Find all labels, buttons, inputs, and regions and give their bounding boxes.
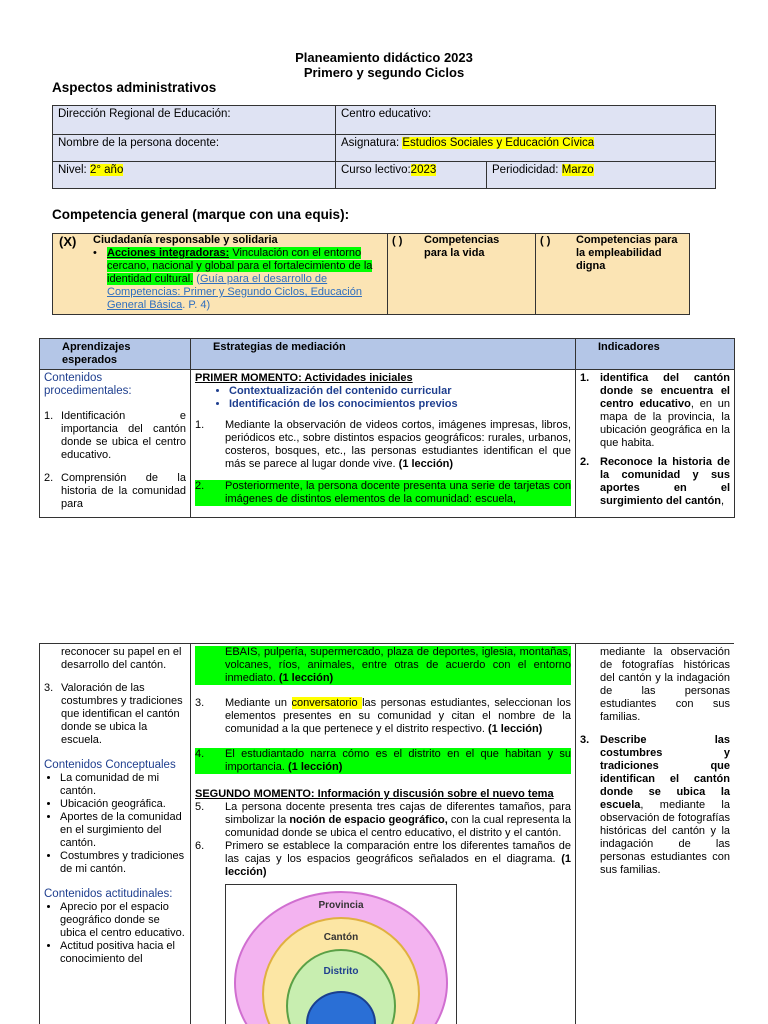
- header-indicadores: Indicadores: [576, 339, 735, 370]
- step-pre: La persona docente presenta tres cajas de diferentes tamaños, para simbolizar la: [225, 801, 571, 826]
- indicator-number: 1.: [580, 372, 590, 384]
- periodicidad-cell: [487, 162, 716, 189]
- estrategias-cell-1: [191, 370, 576, 518]
- list-item: [44, 682, 186, 747]
- indicator-rest: , mediante la observación de fotografías históricas del cantón y la indagación de las personas estudiantes con sus familias.: [600, 799, 730, 876]
- indicator-bold: Reconoce la historia de la comunidad y sus aportes en el surgimiento del cantón: [600, 456, 730, 507]
- list-item: • Aprecio por el espacio geográfico donde se ubica el centro educativo.: [60, 901, 186, 940]
- step-text: [225, 646, 571, 685]
- acciones-label: Acciones integradoras:: [107, 247, 230, 259]
- provincia-label: Provincia: [318, 900, 364, 911]
- curso-value: 2023: [410, 164, 437, 176]
- espacio-geografico-diagram: [225, 884, 457, 1024]
- acciones-text: Vinculación con el entorno cercano, nacional y global para el fortalecimiento de la identidad cultural.: [107, 247, 373, 285]
- step-text: [225, 801, 571, 840]
- indicator-bold: identifica del cantón donde se encuentra el centro educativo: [600, 372, 730, 410]
- item-text: Comprensión de la historia de la comunidad para: [61, 472, 186, 510]
- step-pre: Mediante un: [225, 697, 292, 709]
- item-number: 1.: [44, 410, 54, 422]
- step-number: 4.: [195, 748, 205, 760]
- indicadores-cell-2: [576, 644, 735, 1024]
- segundo-momento: SEGUNDO MOMENTO: Información y discusión sobre el nuevo tema: [195, 788, 554, 800]
- curso-cell: [336, 162, 487, 189]
- competencia-1-mark[interactable]: (X): [59, 234, 77, 249]
- nivel-value: 2° año: [89, 164, 124, 176]
- step-2: [195, 480, 571, 506]
- list-item: • Ubicación geográfica.: [60, 798, 186, 811]
- step-text: [225, 840, 571, 879]
- step-number: 6.: [195, 840, 205, 852]
- nivel-cell: [53, 162, 336, 189]
- indicator-2: [580, 456, 730, 508]
- docente-label: Nombre de la persona docente: [58, 137, 216, 149]
- list-item: • Costumbres y tradiciones de mi cantón.: [60, 850, 186, 876]
- competencia-1-body: [93, 247, 381, 312]
- step-number: 1.: [195, 419, 205, 431]
- list-item: • Actitud positiva hacia el conocimiento del: [60, 940, 186, 966]
- asignatura-label: Asignatura:: [341, 137, 400, 149]
- item-text: Valoración de las costumbres y tradiciones que identifican el cantón donde se ubica la escuela.: [61, 682, 183, 746]
- header-estrategias: Estrategias de mediación: [191, 339, 576, 370]
- nivel-label: Nivel:: [58, 164, 87, 176]
- periodicidad-label: Periodicidad:: [492, 164, 559, 176]
- conceptuales-heading: Contenidos Conceptuales: [44, 759, 176, 771]
- distrito-label: Distrito: [323, 966, 359, 977]
- mediation-table-page-1: [39, 338, 735, 518]
- bullet-item: • Identificación de los conocimientos previos: [229, 398, 571, 411]
- step-body: Mediante la observación de videos cortos, imágenes impresas, libros, periódicos etc., sobre distintos espacios geográficos: rurales, urbanos, costeros, bosques, etc., las personas estudiantes identifican el que más se parece al lugar donde vive.: [225, 419, 571, 470]
- curso-label: Curso lectivo:: [341, 164, 411, 176]
- page-subtitle: Primero y segundo Ciclos: [303, 65, 465, 80]
- step-number: 5.: [195, 801, 205, 813]
- competencia-3-mark[interactable]: ( ): [540, 235, 551, 247]
- item-number: 3.: [44, 682, 54, 694]
- conceptuales-list: [44, 772, 186, 876]
- estrategias-cell-2: [191, 644, 576, 1024]
- step-body: El estudiantado narra cómo es el distrito en el que habitan y su importancia.: [225, 748, 571, 773]
- aprendizajes-cell-1: [40, 370, 191, 518]
- continued-text: mediante la observación de fotografías históricas del cantón y la indagación de las personas estudiantes con sus familias.: [600, 646, 730, 723]
- docente-cell: [53, 135, 336, 162]
- list-item: • Aportes de la comunidad en el surgimiento del cantón.: [60, 811, 186, 850]
- competencia-2: [387, 234, 536, 314]
- actitudinales-heading: Contenidos actitudinales:: [44, 888, 173, 900]
- competencia-2-title: Competencias para la vida: [424, 234, 500, 259]
- acciones-paren: (: [193, 273, 200, 285]
- canton-label: Cantón: [323, 932, 359, 943]
- lesson-count: (1 lección): [225, 853, 571, 878]
- guia-link[interactable]: Guía para el desarrollo de Competencias: Primer y Segundo Ciclos, Educación General Básica: [107, 273, 362, 311]
- centro-label: Centro educativo:: [341, 108, 432, 120]
- admin-section-title: Aspectos administrativos: [52, 80, 217, 95]
- indicadores-cell-1: [576, 370, 735, 518]
- list-item: • La comunidad de mi cantón.: [60, 772, 186, 798]
- step-3: [195, 697, 571, 736]
- step-text: Posteriormente, la persona docente presenta una serie de tarjetas con imágenes de distintos elementos de la comunidad: escuela,: [225, 480, 571, 505]
- indicator-rest: , en un mapa de la provincia, la ubicación geográfica en la que habita.: [600, 398, 731, 449]
- docente-colon: :: [215, 137, 220, 149]
- item-number: 2.: [44, 472, 54, 484]
- page-title: Planeamiento didáctico 2023: [295, 50, 473, 65]
- header-aprendizajes: Aprendizajes esperados: [40, 339, 191, 370]
- indicator-rest: ,: [721, 495, 725, 507]
- item-text: Identificación e importancia del cantón donde se ubica el centro educativo.: [61, 410, 186, 461]
- lesson-count: (1 lección): [278, 672, 334, 684]
- indicator-text: [600, 372, 730, 450]
- step-body: Primero se establece la comparación entre los diferentes tamaños de las cajas y los espacios geográficos señalados en el diagrama.: [225, 840, 571, 865]
- step-text: [225, 697, 571, 736]
- indicator-number: 2.: [580, 456, 590, 468]
- competencia-3: [535, 234, 689, 314]
- direccion-cell: [53, 106, 336, 135]
- list-item: [44, 410, 186, 462]
- competencia-1: [53, 234, 388, 314]
- aprendizajes-cell-2: [40, 644, 191, 1024]
- lesson-count: (1 lección): [398, 458, 454, 470]
- bullet-dot: •: [93, 247, 97, 259]
- lesson-count: (1 lección): [487, 723, 543, 735]
- step-number: 2.: [195, 480, 205, 492]
- indicator-bold: Describe las costumbres y tradiciones que identifican el cantón donde se ubica la escuela: [600, 734, 730, 811]
- continued-text: reconocer su papel en el desarrollo del cantón.: [61, 646, 182, 671]
- indicator-1: [580, 372, 730, 450]
- step-number: 3.: [195, 697, 205, 709]
- step-highlight: conversatorio: [291, 697, 363, 709]
- asignatura-value: Estudios Sociales y Educación Cívica: [402, 137, 595, 149]
- guia-page: . P. 4): [182, 299, 211, 311]
- periodicidad-value: Marzo: [561, 164, 594, 176]
- procedimentales-heading: Contenidos procedimentales:: [44, 372, 132, 397]
- step-1: [195, 419, 571, 471]
- step-2-continued: [195, 646, 571, 685]
- indicator-number: 3.: [580, 734, 590, 746]
- page-2-clip: [39, 643, 734, 1024]
- primer-momento: PRIMER MOMENTO: Actividades iniciales: [195, 372, 413, 384]
- admin-table: [52, 105, 716, 189]
- actitudinales-list: [44, 901, 186, 966]
- centro-cell: [336, 106, 716, 135]
- direccion-colon: :: [227, 108, 231, 120]
- competencia-3-title: Competencias para la empleabilidad digna: [576, 234, 678, 272]
- step-4: [195, 748, 571, 774]
- competencia-box: [52, 233, 690, 315]
- direccion-label: Dirección Regional de Educación: [58, 108, 228, 120]
- momento-bullets: [195, 385, 571, 411]
- indicator-text: [600, 456, 730, 508]
- step-bold: noción de espacio geográfico,: [289, 814, 448, 826]
- asignatura-cell: [336, 135, 716, 162]
- step-text: [225, 748, 571, 774]
- step-text: [225, 419, 571, 471]
- list-item: [44, 472, 186, 511]
- bullet-item: • Contextualización del contenido curricular: [229, 385, 571, 398]
- competencia-1-title: Ciudadanía responsable y solidaria: [93, 234, 278, 246]
- indicator-3: [580, 734, 730, 877]
- competencia-2-mark[interactable]: ( ): [392, 235, 403, 247]
- step-body: con la cual representa la comunidad donde se ubica el centro educativo, el distrito y el cantón.: [225, 814, 571, 839]
- competencia-section-title: Competencia general (marque con una equis):: [52, 207, 350, 222]
- mediation-table-page-2: [39, 643, 734, 1024]
- step-5: [195, 801, 571, 840]
- step-body: EBAIS, pulpería, supermercado, plaza de deportes, iglesia, montañas, volcanes, ríos, animales, entre otras de acuerdo con el entorno inmediato.: [225, 646, 571, 684]
- step-6: [195, 840, 571, 879]
- indicator-text: [600, 734, 730, 877]
- step-body: las personas estudiantes, seleccionan los elementos presentes en su comunidad y citan el nombre de la comunidad a la que pertenece y el distrito respectivo.: [225, 697, 571, 735]
- lesson-count: (1 lección): [287, 761, 343, 773]
